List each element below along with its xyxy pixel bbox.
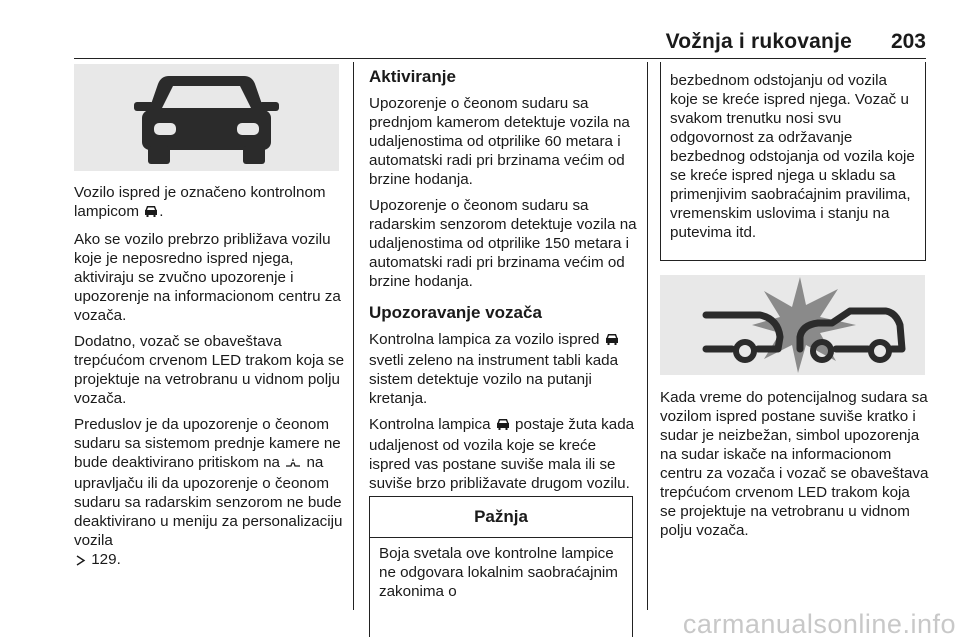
- left-column-text: [74, 183, 346, 578]
- collision-warning-figure: [660, 275, 925, 375]
- paragraph: Upozorenje o čeonom sudaru sa radarskim senzorom detektuje vozila na udaljenostima od otprilike 150 metara i automatski radi pri brzinama većim od brzine hodanja.: [369, 197, 637, 290]
- caution-text-continued: bezbednom odstojanju od vozila koje se kreće ispred njega. Vozač u svakom trenutku nosi svu odgovornost za održavanje bezbednog odstojanja od vozila koje se kreće ispred njega u skladu sa primenjivim saobraćajnim pravilima, vremenskim uslovima i stanju na putevima itd.: [670, 72, 915, 241]
- paragraph: Ako se vozilo prebrzo približava vozilu koje je neposredno ispred njega, aktiviraju se zvučno upozorenje i upozorenje na informacionom centru za vozača.: [74, 231, 341, 324]
- column-divider-left: [353, 62, 354, 610]
- paragraph: Kada vreme do potencijalnog sudara sa vozilom ispred postane suviše kratko i sudar je neizbežan, simbol upozorenja na sudar iskače na informacionom centru za vozača i vozač se obaveštava trepćućom crvenom LED trakom koja se projektuje na vetrobranu u vidnom polju vozača.: [660, 389, 929, 539]
- car-indicator-icon: [496, 417, 510, 436]
- section-title: Vožnja i rukovanje: [665, 30, 852, 53]
- paragraph: Kontrolna lampica za vozilo ispred svetli zeleno na instrument tabli kada sistem detektuje vozilo na putanji kretanja.: [369, 331, 619, 407]
- paragraph: Upozorenje o čeonom sudaru sa prednjom kamerom detektuje vozila na udaljenostima od otprilike 60 metara i automatski radi pri brzinama većim od brzine hodanja.: [369, 95, 630, 188]
- page-number: 203: [890, 30, 926, 53]
- car-indicator-icon: [144, 204, 158, 223]
- heading-activation: Aktiviranje: [369, 67, 456, 86]
- car-indicator-figure: [74, 64, 339, 171]
- caution-text: Boja svetala ove kontrolne lampice ne odgovara lokalnim saobraćajnim zakonima o: [379, 545, 618, 600]
- caution-box: [369, 496, 633, 637]
- car-indicator-icon: [605, 332, 619, 351]
- page-header: [0, 0, 960, 60]
- page-reference-link[interactable]: 129.: [91, 551, 121, 568]
- caution-title: Pažnja: [370, 497, 632, 538]
- paragraph: Vozilo ispred je označeno kontrolnom lampicom .: [74, 183, 346, 223]
- column-divider-right: [647, 62, 648, 610]
- heading-driver-warning: Upozoravanje vozača: [369, 303, 542, 322]
- watermark: carmanualsonline.info: [682, 609, 956, 639]
- right-column-text: [660, 388, 930, 547]
- paragraph: Preduslov je da upozorenje o čeonom sudaru sa sistemom prednje kamere ne bude deaktivirano pritiskom na na upravljaču ili da upozorenje o čeonom sudaru sa radarskim senzorom ne bude deaktivirano u meniju za personalizaciju vozila 129.: [74, 415, 346, 571]
- paragraph: Dodatno, vozač se obaveštava trepćućom crvenom LED trakom koja se projektuje na vetrobranu u vidnom polju vozača.: [74, 333, 345, 407]
- car-front-icon: [74, 64, 339, 171]
- header-rule: [74, 58, 926, 59]
- caution-box-continued: [660, 62, 926, 261]
- fcw-button-icon: [285, 455, 301, 474]
- collision-warning-icon: [660, 275, 925, 375]
- middle-column-text: [369, 66, 637, 500]
- page-reference-arrow-icon: [75, 552, 86, 571]
- paragraph: Kontrolna lampica postaje žuta kada udaljenost od vozila koje se kreće ispred vas postane suviše mala ili se suviše brzo približavate drugom vozilu.: [369, 416, 635, 492]
